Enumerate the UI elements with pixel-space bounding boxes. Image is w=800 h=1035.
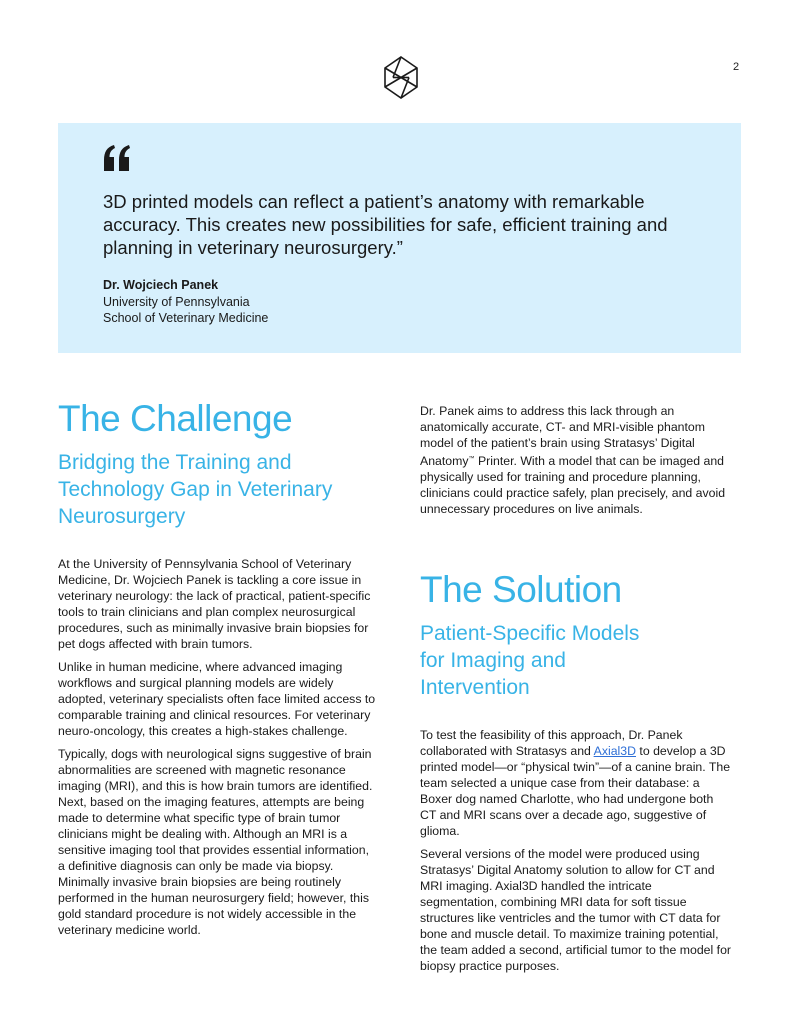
quote-box <box>58 123 741 353</box>
intro-paragraph <box>420 403 732 517</box>
solution-p1-before-link: To test the feasibility of this approach, Dr. Panek collaborated with Stratasys and <box>420 728 683 758</box>
trademark: ™ <box>468 456 475 462</box>
solution-title: The Solution <box>420 569 622 610</box>
challenge-body <box>58 556 378 945</box>
solution-subtitle: Patient-Specific Models for Imaging and Intervention <box>420 622 640 699</box>
challenge-paragraph-2: Unlike in human medicine, where advanced imaging workflows and surgical planning models are widely adopted, veterinary specialists often face limited access to comparable training and clinical resources. For veterinary neuro-oncology, this creates a high-stakes challenge. <box>58 660 376 738</box>
axial3d-link[interactable]: Axial3D <box>593 744 636 758</box>
solution-paragraph-2: Several versions of the model were produced using Stratasys’ Digital Anatomy solution to allow for CT and MRI imaging. Axial3D handled the intricate segmentation, combining MRI data for soft tissue structures like ventricles and the tumor with CT data for bone and muscle detail. To maximize training potential, the team added a second, artificial tumor to the model for biopsy practice purposes. <box>420 847 732 973</box>
author-school: School of Veterinary Medicine <box>103 311 269 325</box>
author-affiliation: University of Pennsylvania <box>103 294 250 309</box>
solution-body <box>420 727 732 981</box>
quote-mark-icon <box>102 145 132 171</box>
solution-paragraph-1 <box>420 727 732 839</box>
page-number: 2 <box>733 61 740 73</box>
author-name: Dr. Wojciech Panek <box>103 278 219 292</box>
solution-p1-after-link: to develop a 3D printed model—or “physical twin”—of a canine brain. The team selected a unique case from their database: a Boxer dog named Charlotte, who had undergone both CT and MRI scans over a decade ago, suggestive of glioma. <box>420 744 731 838</box>
challenge-paragraph-3: Typically, dogs with neurological signs suggestive of brain abnormalities are screened with magnetic resonance imaging (MRI), and this is how brain tumors are identified. Next, based on the imaging features, attempts are being made to determine what specific type of brain tumor clinicians might be dealing with. Although an MRI is a sensitive imaging tool that provides essential information, a definitive diagnosis can only be made via biopsy. Minimally invasive brain biopsies are being routinely performed in the human neurosurgery field; however, this gold standard procedure is not widely accessible in the veterinary medicine world. <box>58 747 373 937</box>
challenge-paragraph-1: At the University of Pennsylvania School of Veterinary Medicine, Dr. Wojciech Panek is tackling a core issue in veterinary neurology: the lack of practical, patient-specific tools to train clinicians and plan complex neurosurgical procedures, such as minimally invasive brain biopsies for pet dogs affected with brain tumors. <box>58 557 371 651</box>
solution-intro <box>420 403 732 524</box>
challenge-title: The Challenge <box>58 398 293 439</box>
intro-part-2: Printer. With a model that can be imaged and physically used for training and procedure planning, clinicians could practice safely, plan precisely, and avoid unnecessary procedures on live animals. <box>420 454 726 517</box>
intro-part-1: Dr. Panek aims to address this lack through an anatomically accurate, CT- and MRI-visible phantom model of the patient’s brain using Stratasys’ Digital Anatomy <box>420 404 705 469</box>
stratasys-logo-icon <box>383 55 419 100</box>
quote-author <box>103 277 503 327</box>
challenge-subtitle: Bridging the Training and Technology Gap in Veterinary Neurosurgery <box>58 451 333 528</box>
quote-text: 3D printed models can reflect a patient’s anatomy with remarkable accuracy. This creates new possibilities for safe, efficient training and planning in veterinary neurosurgery.” <box>103 191 668 258</box>
